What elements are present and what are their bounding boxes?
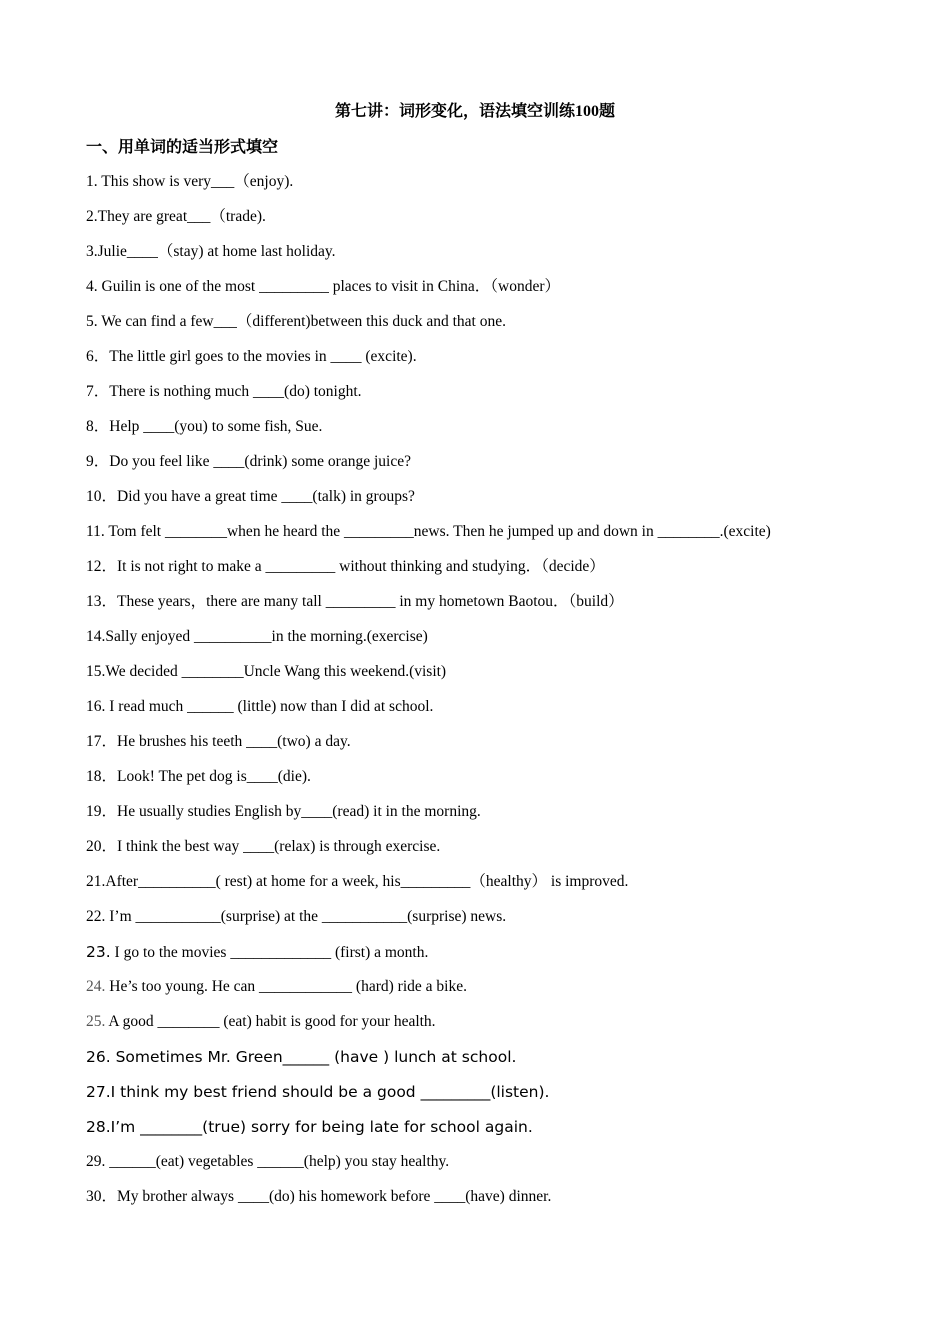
question-4 bbox=[86, 277, 916, 312]
question-23 bbox=[86, 942, 916, 977]
question-text: 19．He usually studies English by____(read) it in the morning. bbox=[86, 803, 481, 820]
question-number: 25. bbox=[86, 1013, 106, 1030]
question-9 bbox=[86, 452, 916, 487]
question-text: 22. I’m ___________(surprise) at the ___________(surprise) news. bbox=[86, 908, 507, 925]
question-text: 14.Sally enjoyed __________in the morning.(exercise) bbox=[86, 628, 428, 645]
question-26 bbox=[86, 1047, 916, 1082]
question-27 bbox=[86, 1082, 916, 1117]
question-25 bbox=[86, 1012, 916, 1047]
question-text: 7．There is nothing much ____(do) tonight. bbox=[86, 383, 362, 400]
question-text: 28.I’m ________(true) sorry for being late for school again. bbox=[86, 1118, 533, 1136]
question-text: I go to the movies _____________ (first) a month. bbox=[110, 944, 429, 961]
question-14 bbox=[86, 627, 916, 662]
question-3 bbox=[86, 242, 916, 277]
question-15 bbox=[86, 662, 916, 697]
question-text: 2.They are great___（trade). bbox=[86, 208, 266, 225]
question-text: 17．He brushes his teeth ____(two) a day. bbox=[86, 733, 351, 750]
section-heading: 一、用单词的适当形式填空 bbox=[86, 139, 279, 156]
question-29 bbox=[86, 1152, 916, 1187]
question-6 bbox=[86, 347, 916, 382]
question-number: 23. bbox=[86, 943, 111, 961]
question-text: 10．Did you have a great time ____(talk) in groups? bbox=[86, 488, 415, 505]
page-title: 第七讲：词形变化，语法填空训练100题 bbox=[334, 103, 615, 120]
question-2 bbox=[86, 207, 916, 242]
question-8 bbox=[86, 417, 916, 452]
question-12 bbox=[86, 557, 916, 592]
question-text: 29. ______(eat) vegetables ______(help) you stay healthy. bbox=[86, 1153, 450, 1170]
question-7 bbox=[86, 382, 916, 417]
question-10 bbox=[86, 487, 916, 522]
question-text: 6．The little girl goes to the movies in ____ (excite). bbox=[86, 348, 417, 365]
question-18 bbox=[86, 767, 916, 802]
question-text: 18．Look! The pet dog is____(die). bbox=[86, 768, 311, 785]
question-21 bbox=[86, 872, 916, 907]
question-text: 8．Help ____(you) to some fish, Sue. bbox=[86, 418, 323, 435]
question-text: 3.Julie____（stay) at home last holiday. bbox=[86, 243, 336, 260]
question-28 bbox=[86, 1117, 916, 1152]
question-13 bbox=[86, 592, 916, 627]
question-text: 13．These years，there are many tall _________ in my hometown Baotou．（build） bbox=[86, 593, 624, 610]
question-22 bbox=[86, 907, 916, 942]
question-16 bbox=[86, 697, 916, 732]
question-text: A good ________ (eat) habit is good for your health. bbox=[105, 1013, 436, 1030]
question-text: 5. We can find a few___（different)between this duck and that one. bbox=[86, 313, 506, 330]
question-text: 27.I think my best friend should be a good _________(listen). bbox=[86, 1083, 550, 1101]
question-1 bbox=[86, 172, 916, 207]
question-19 bbox=[86, 802, 916, 837]
question-text: 1. This show is very___（enjoy). bbox=[86, 173, 294, 190]
question-text: 30．My brother always ____(do) his homework before ____(have) dinner. bbox=[86, 1188, 552, 1205]
question-text: He’s too young. He can ____________ (hard) ride a bike. bbox=[105, 978, 467, 995]
question-text: 16. I read much ______ (little) now than I did at school. bbox=[86, 698, 434, 715]
question-text: 4. Guilin is one of the most _________ places to visit in China．（wonder） bbox=[86, 278, 560, 295]
question-text: 9．Do you feel like ____(drink) some orange juice? bbox=[86, 453, 411, 470]
question-24 bbox=[86, 977, 916, 1012]
question-11 bbox=[86, 522, 916, 557]
question-30 bbox=[86, 1187, 916, 1222]
question-20 bbox=[86, 837, 916, 872]
question-text: 20．I think the best way ____(relax) is through exercise. bbox=[86, 838, 441, 855]
question-text: 11. Tom felt ________when he heard the _________news. Then he jumped up and down in ________.(excite) bbox=[86, 523, 771, 540]
question-5 bbox=[86, 312, 916, 347]
question-number: 24. bbox=[86, 978, 106, 995]
question-text: 26. Sometimes Mr. Green______ (have ) lunch at school. bbox=[86, 1048, 517, 1066]
question-17 bbox=[86, 732, 916, 767]
question-text: 12．It is not right to make a _________ without thinking and studying．（decide） bbox=[86, 558, 605, 575]
question-text: 21.After__________( rest) at home for a week, his_________（healthy） is improved. bbox=[86, 873, 629, 890]
question-text: 15.We decided ________Uncle Wang this weekend.(visit) bbox=[86, 663, 447, 680]
question-list bbox=[86, 172, 916, 1222]
